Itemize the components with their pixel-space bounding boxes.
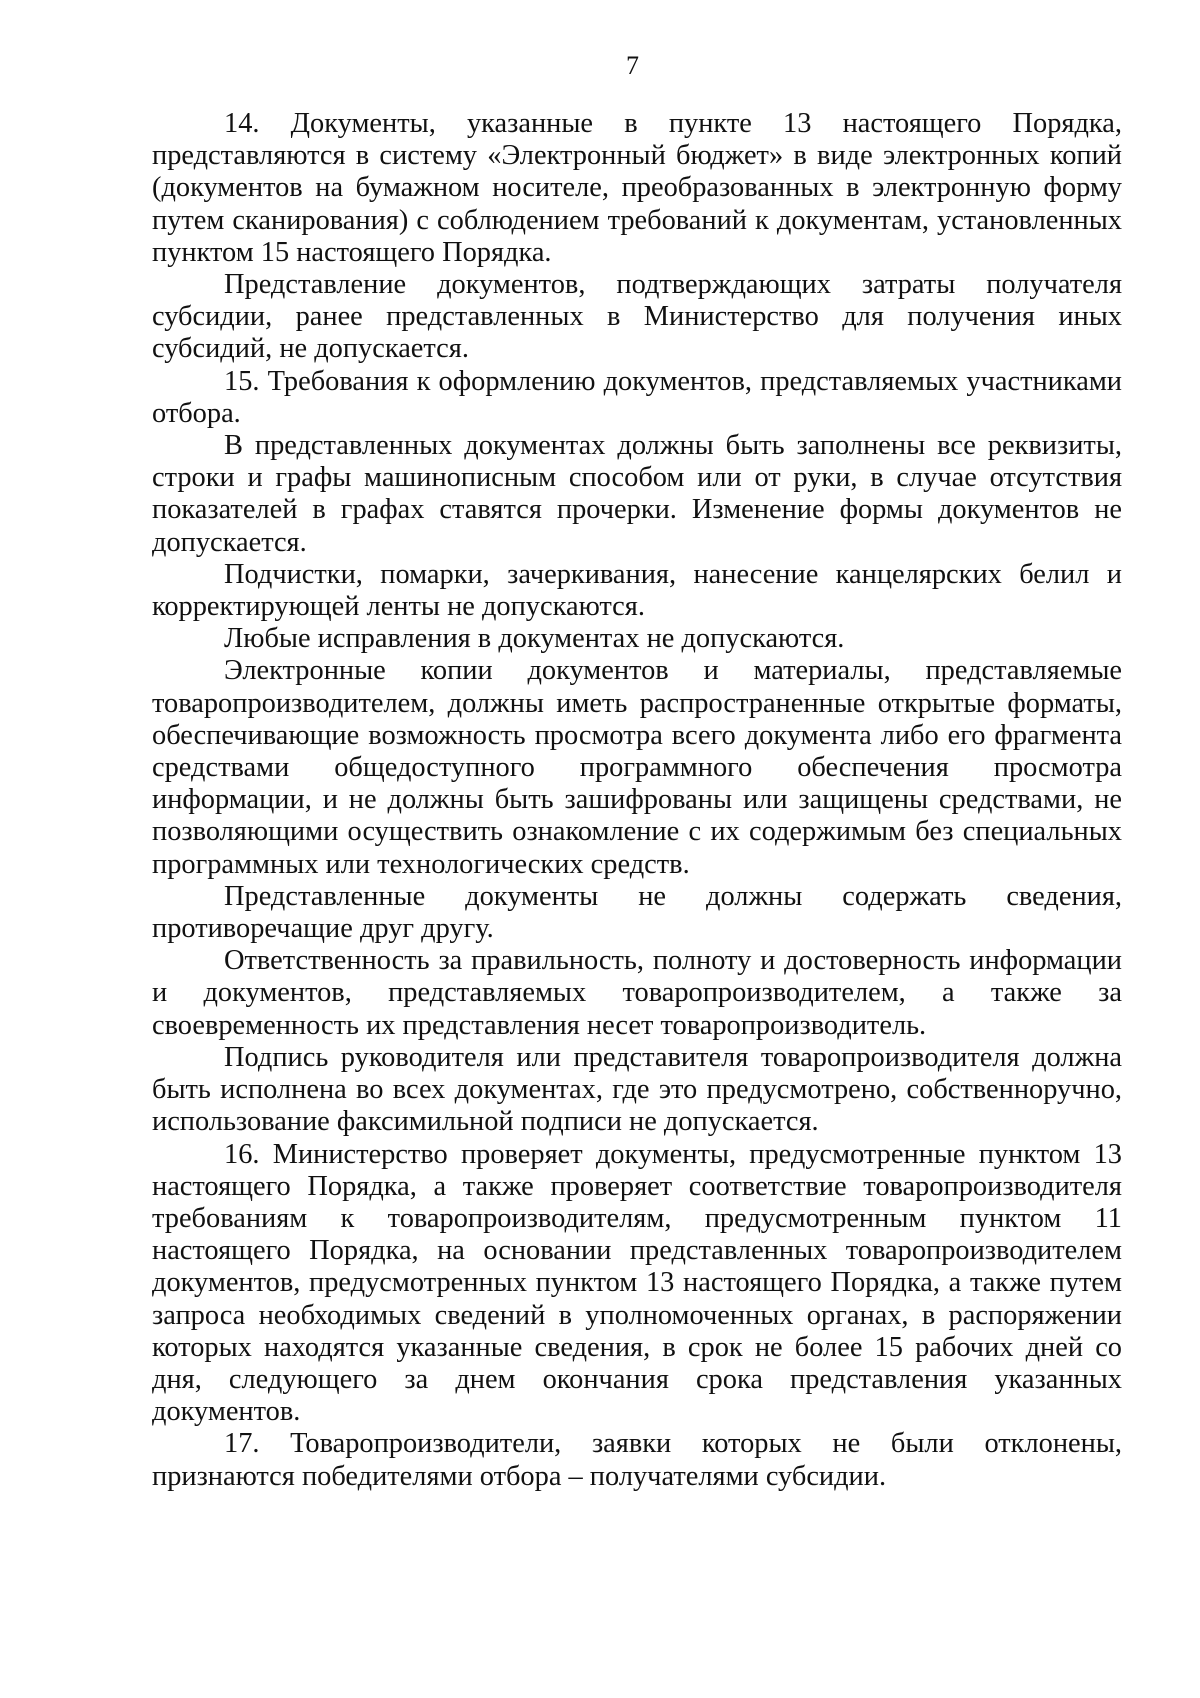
paragraph-consistency: Представленные документы не должны содержать сведения, противоречащие друг другу.: [152, 880, 1122, 945]
page-number: 7: [626, 51, 639, 80]
paragraph-filling-rules: В представленных документах должны быть заполнены все реквизиты, строки и графы машинописным способом или от руки, в случае отсутствия показателей в графах ставятся прочерки. Изменение формы документов не допускается.: [152, 430, 1122, 558]
document-body: [152, 108, 1122, 1493]
paragraph-signature: Подпись руководителя или представителя товаропроизводителя должна быть исполнена во всех документах, где это предусмотрено, собственноручно, использование факсимильной подписи не допускается.: [152, 1041, 1122, 1138]
paragraph-item-14: 14. Документы, указанные в пункте 13 настоящего Порядка, представляются в систему «Электронный бюджет» в виде электронных копий (документов на бумажном носителе, преобразованных в электронную форму путем сканирования) с соблюдением требований к документам, установленных пунктом 15 настоящего Порядка.: [152, 108, 1122, 268]
paragraph-duplicate-docs: Представление документов, подтверждающих затраты получателя субсидии, ранее представленных в Министерство для получения иных субсидий, не допускается.: [152, 269, 1122, 365]
paragraph-no-edits: Любые исправления в документах не допускаются.: [224, 623, 845, 655]
paragraph-electronic-copies: Электронные копии документов и материалы, представляемые товаропроизводителем, должны иметь распространенные открытые форматы, обеспечивающие возможность просмотра всего документа либо его фрагмента средствами общедоступного программного обеспечения просмотра информации, и не должны быть зашифрованы или защищены средствами, не позволяющими осуществить ознакомление с их содержимым без специальных программных или технологических средств.: [152, 655, 1122, 880]
paragraph-corrections: Подчистки, помарки, зачеркивания, нанесение канцелярских белил и корректирующей ленты не допускаются.: [152, 558, 1122, 623]
paragraph-item-17: 17. Товаропроизводители, заявки которых не были отклонены, признаются победителями отбора – получателями субсидии.: [152, 1428, 1122, 1492]
paragraph-responsibility: Ответственность за правильность, полноту и достоверность информации и документов, представляемых товаропроизводителем, а также за своевременность их представления несет товаропроизводитель.: [152, 945, 1122, 1041]
paragraph-item-16: 16. Министерство проверяет документы, предусмотренные пунктом 13 настоящего Порядка, а также проверяет соответствие товаропроизводителя требованиям к товаропроизводителям, предусмотренным пунктом 11 настоящего Порядка, на основании представленных товаропроизводителем документов, предусмотренных пунктом 13 настоящего Порядка, а также путем запроса необходимых сведений в уполномоченных органах, в распоряжении которых находятся указанные сведения, в срок не более 15 рабочих дней со дня, следующего за днем окончания срока представления указанных документов.: [152, 1138, 1122, 1428]
paragraph-item-15: 15. Требования к оформлению документов, представляемых участниками отбора.: [152, 365, 1122, 429]
